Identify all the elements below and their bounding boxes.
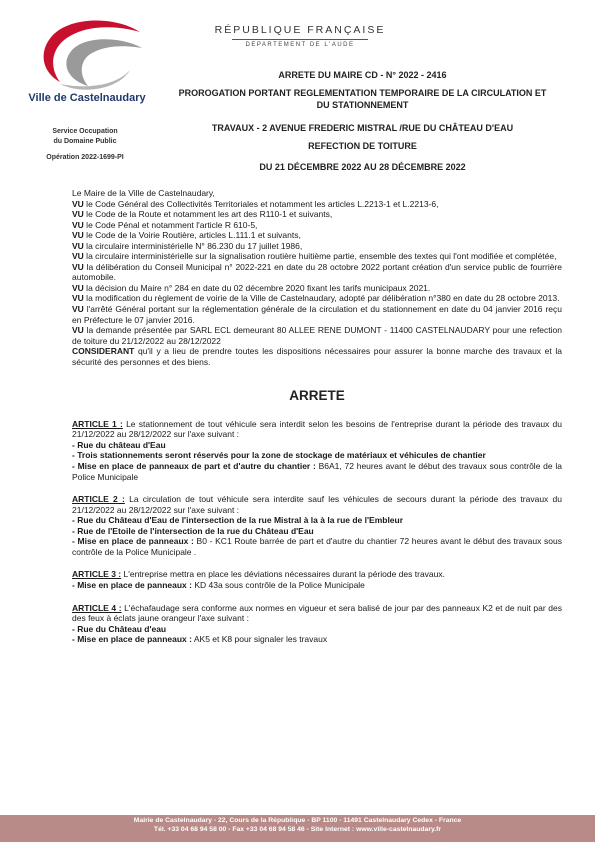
article-4-item-1: - Rue du Château d'eau (72, 623, 167, 634)
works-dates: DU 21 DÉCEMBRE 2022 AU 28 DÉCEMBRE 2022 (259, 162, 466, 172)
consideration-text: la décision du Maire n° 284 en date du 02 décembre 2020 fixant les tarifs municipaux 2021. (83, 282, 431, 293)
article-4-text: L'échafaudage sera conforme aux normes en vigueur et sera balisé de jour par des panneaux K2 et de nuit par des des feux à éclats jaune orangeur l'axe suivant : (72, 602, 562, 624)
article-1-text: Le stationnement de tout véhicule sera interdit selon les besoins de l'entreprise durant la période des travaux du 21/12/2022 au 28/12/2022 sur l'axe suivant : (72, 418, 562, 440)
consideration-item (72, 262, 562, 283)
article-4 (72, 603, 562, 645)
service-line-1: Service Occupation (52, 128, 118, 135)
consideration-item (72, 325, 562, 346)
subject-line-1: PROROGATION PORTANT REGLEMENTATION TEMPORAIRE DE LA CIRCULATION ET (178, 88, 547, 98)
department-label: DEPARTEMENT DE L'AUDE (245, 42, 355, 48)
consideration-keyword: VU (72, 304, 84, 315)
article-3-text: L'entreprise mettra en place les déviations nécessaires durant la période des travaux. (121, 569, 445, 580)
article-4-item-2-key: - Mise en place de panneaux : (72, 634, 192, 645)
article-1-item-3-key: - Mise en place de panneaux de part et d'autre du chantier : (72, 461, 316, 472)
consideration-text: la circulaire interministérielle N° 86.230 du 17 juillet 1986, (83, 240, 303, 251)
consideration-keyword: VU (72, 240, 84, 251)
article-4-item-2-text: AK5 et K8 pour signaler les travaux (191, 634, 328, 645)
operation-number: Opération 2022-1699-PI (46, 154, 124, 161)
consideration-text: l'arrêté Général portant sur la réglementation générale de la circulation et du stationnement en date du 04 janvier 2016 reçu en Préfecture le 07 janvier 2016. (72, 304, 562, 325)
consideration-text: la circulaire interministérielle sur la signalisation routière huitième partie, ensemble des textes qui l'ont modifiée et complétée, (83, 251, 557, 262)
article-1-label: ARTICLE 1 : (72, 418, 123, 429)
consideration-item (72, 209, 562, 220)
article-1-item-2: - Trois stationnements seront réservés pour la zone de stockage de matériaux et véhicules de chantier (72, 450, 486, 461)
consideration-item (72, 304, 562, 325)
service-line-2: du Domaine Public (53, 138, 117, 145)
article-2-item-1: - Rue du Château d'Eau de l'intersection de la rue Mistral à la à la rue de l'Embleur (72, 515, 404, 526)
works-address: TRAVAUX - 2 AVENUE FREDERIC MISTRAL /RUE DU CHÂTEAU D'EAU (211, 123, 514, 133)
consideration-keyword: VU (72, 282, 84, 293)
consideration-keyword: VU (72, 198, 84, 209)
decree-body (72, 188, 562, 645)
article-3 (72, 569, 562, 590)
consideration-keyword: VU (72, 219, 84, 230)
consideration-text: le Code de la Route et notamment les art des R110-1 et suivants, (83, 209, 333, 220)
consideration-keyword: VU (72, 293, 84, 304)
intro-line: Le Maire de la Ville de Castelnaudary, (72, 188, 215, 198)
article-3-label: ARTICLE 3 : (72, 569, 122, 580)
decree-number: ARRETE DU MAIRE CD - N° 2022 - 2416 (278, 70, 447, 80)
city-name: Ville de Castelnaudary (28, 92, 146, 104)
consideration-item (72, 283, 562, 294)
footer-contact: Tél. +33 04 68 94 58 00 - Fax +33 04 68 94 58 46 - Site Internet : www.ville-castelnaudary.fr (153, 826, 442, 833)
article-2-label: ARTICLE 2 : (72, 494, 125, 505)
article-3-item-1-key: - Mise en place de panneaux : (72, 579, 192, 590)
consideration-text: le Code Pénal et notamment l'article R 610-5, (83, 219, 258, 230)
consideration-item (72, 220, 562, 231)
article-1-item-1: - Rue du château d'Eau (72, 439, 166, 450)
article-2 (72, 494, 562, 557)
article-2-item-3-text: B0 - KC1 Route barrée de part et d'autre du chantier 72 heures avant le début des travaux sous contrôle de la Police Municipale . (72, 536, 562, 557)
consideration-keyword: VU (72, 209, 84, 220)
republic-title: RÉPUBLIQUE FRANÇAISE (214, 24, 386, 36)
logo-grey-swoosh (66, 39, 142, 86)
works-nature: REFECTION DE TOITURE (308, 141, 417, 151)
article-2-item-2: - Rue de l'Etoile de l'intersection de la rue du Château d'Eau (72, 525, 314, 536)
consideration-text: la délibération du Conseil Municipal n° 2022-221 en date du 28 octobre 2022 portant création d'un service public de fourrière automobile. (72, 261, 562, 283)
article-2-text: La circulation de tout véhicule sera interdite sauf les véhicules de secours durant la période des travaux du 21/12/2022 au 28/12/2022 sur l'axe suivant : (72, 494, 562, 515)
consideration-item (72, 230, 562, 241)
article-1-item-3-text: B6A1, 72 heures avant le début des travaux sous contrôle de la Police Municipale (72, 461, 563, 482)
consideration-item (72, 241, 562, 252)
consideration-item (72, 293, 562, 304)
consideration-keyword: VU (72, 251, 84, 262)
consideration-item (72, 199, 562, 210)
arrete-heading: ARRETE (289, 388, 345, 404)
castelnaudary-logo (30, 14, 148, 94)
article-3-item-1-text: KD 43a sous contrôle de la Police Municipale (191, 579, 365, 590)
consideration-text: la modification du règlement de voirie de la Ville de Castelnaudary, adopté par délibération n°380 en date du 28 octobre 2013. (83, 293, 560, 304)
consideration-text: le Code Général des Collectivités Territoriales et notamment les articles L.2213-1 et L.2213-6, (83, 198, 439, 209)
article-2-item-3-key: - Mise en place de panneaux : (72, 536, 194, 547)
republic-divider (232, 39, 368, 40)
consideration-keyword: VU (72, 261, 84, 272)
consideration-keyword: VU (72, 230, 84, 241)
consideration-keyword: CONSIDERANT (72, 346, 135, 357)
subject-line-2: DU STATIONNEMENT (316, 100, 409, 110)
consideration-item (72, 346, 562, 367)
consideration-item (72, 251, 562, 262)
consideration-text: qu'il y a lieu de prendre toutes les dispositions nécessaires pour assurer la bonne marche des travaux et la sécurité des personnes et des biens. (72, 346, 562, 367)
footer-address: Mairie de Castelnaudary - 22, Cours de la République - BP 1100 - 11491 Castelnaudary Cedex - France (133, 817, 462, 824)
article-4-label: ARTICLE 4 : (72, 602, 122, 613)
consideration-keyword: VU (72, 325, 84, 336)
article-1 (72, 419, 562, 482)
considerations-list (72, 199, 562, 368)
consideration-text: la demande présentée par SARL ECL demeurant 80 ALLEE RENE DUMONT - 11400 CASTELNAUDARY pour une refection de toiture du 21/12/2022 au 28/12/2022 (72, 325, 562, 346)
consideration-text: le Code de la Voirie Routière, articles L.111.1 et suivants, (83, 230, 301, 241)
